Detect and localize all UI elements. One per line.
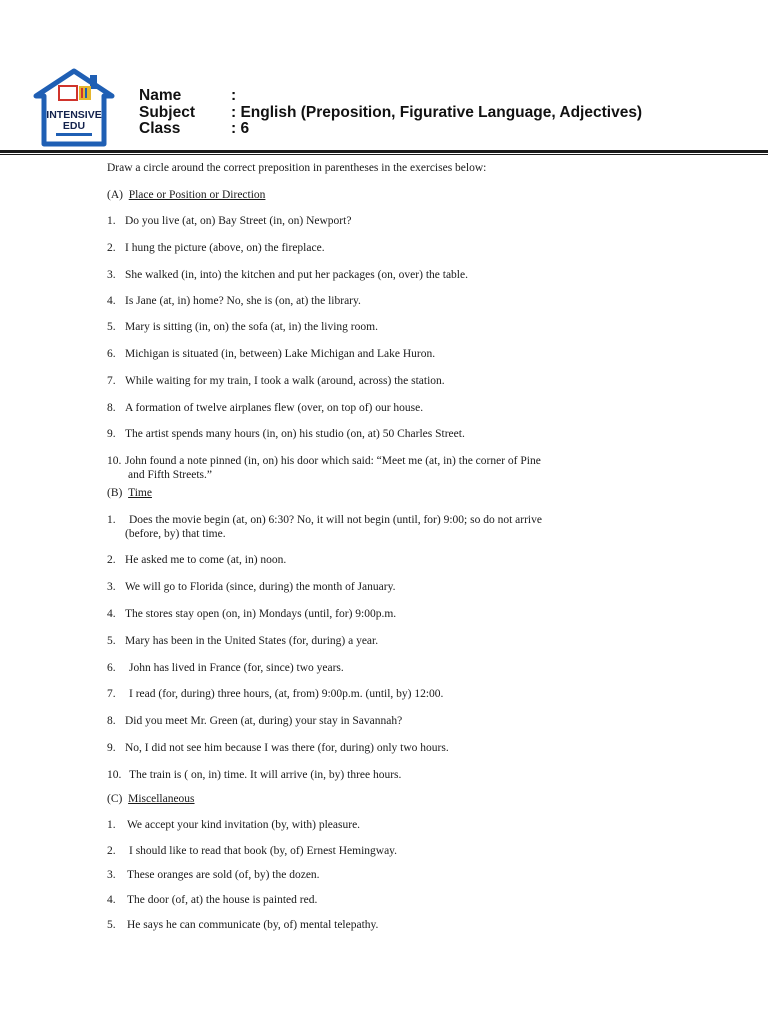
b-item-text: John has lived in France (for, since) two years.: [129, 662, 344, 674]
b-item-text: He asked me to come (at, in) noon.: [125, 554, 287, 566]
logo-chimney-icon: [90, 75, 97, 89]
a-item-text: Is Jane (at, in) home? No, she is (on, at) the library.: [125, 295, 361, 307]
a-item-number: 1.: [107, 215, 116, 227]
a-item-text: Do you live (at, on) Bay Street (in, on) Newport?: [125, 215, 352, 227]
b-item-text: No, I did not see him because I was there (for, during) only two hours.: [125, 742, 449, 754]
b-item-text: The train is ( on, in) time. It will arrive (in, by) three hours.: [129, 769, 402, 781]
logo-window-icon: [59, 86, 77, 100]
a-item-number: 5.: [107, 321, 116, 333]
section-b-title: Time: [128, 487, 152, 499]
subject-label: Subject: [139, 104, 195, 121]
a-item-number: 3.: [107, 269, 116, 281]
section-a-title: Place or Position or Direction: [128, 189, 266, 201]
b-item-text: Does the movie begin (at, on) 6:30? No, it will not begin (until, for) 9:00; so do not arrive: [129, 514, 542, 526]
section-c-title: Miscellaneous: [128, 793, 195, 805]
b-item-text: Mary has been in the United States (for, during) a year.: [125, 635, 379, 647]
b-item-number: 1.: [107, 514, 116, 526]
b-item-number: 3.: [107, 581, 116, 593]
b-item-number: 2.: [107, 554, 116, 566]
a-item-text: While waiting for my train, I took a walk (around, across) the station.: [125, 375, 445, 387]
a-item-text: Michigan is situated (in, between) Lake Michigan and Lake Huron.: [125, 348, 436, 360]
b-item-number: 10.: [107, 769, 122, 781]
instructions: Draw a circle around the correct preposition in parentheses in the exercises below:: [107, 162, 487, 174]
c-item-number: 4.: [107, 894, 116, 906]
a-item-number: 4.: [107, 295, 116, 307]
a-item-text: John found a note pinned (in, on) his door which said: “Meet me (at, in) the corner of Pine: [125, 455, 541, 467]
logo-brand-line2: EDU: [62, 120, 86, 132]
section-b-prefix: (B): [107, 487, 123, 499]
section-a-heading: [107, 189, 265, 201]
section-c-prefix: (C): [107, 793, 123, 805]
b-item-text: We will go to Florida (since, during) the month of January.: [125, 581, 396, 593]
c-item-text: The door (of, at) the house is painted red.: [127, 894, 318, 906]
name-label: Name: [139, 87, 182, 104]
c-item-number: 2.: [107, 845, 116, 857]
a-item-number: 8.: [107, 402, 116, 414]
b-item-text: I read (for, during) three hours, (at, from) 9:00p.m. (until, by) 12:00.: [129, 688, 444, 700]
section-a-prefix: (A): [107, 189, 123, 201]
header-divider-thick: [0, 150, 768, 153]
a-item-text: She walked (in, into) the kitchen and put her packages (on, over) the table.: [125, 269, 468, 281]
b-item-text: Did you meet Mr. Green (at, during) your stay in Savannah?: [125, 715, 403, 727]
a-item-text-cont: and Fifth Streets.”: [128, 469, 212, 481]
section-b-heading: [107, 487, 152, 499]
logo-brand-line1: INTENSIVE: [46, 109, 102, 121]
class-value: : 6: [231, 120, 250, 137]
header-divider-thin: [0, 154, 768, 155]
c-item-text: We accept your kind invitation (by, with) pleasure.: [127, 819, 361, 831]
c-item-text: These oranges are sold (of, by) the dozen.: [127, 869, 320, 881]
name-value: :: [231, 87, 237, 104]
section-c-heading: [107, 793, 195, 805]
a-item-number: 7.: [107, 375, 116, 387]
c-item-text: I should like to read that book (by, of) Ernest Hemingway.: [129, 845, 398, 857]
b-item-number: 4.: [107, 608, 116, 620]
c-item-number: 5.: [107, 919, 116, 931]
b-item-number: 7.: [107, 688, 116, 700]
c-item-text: He says he can communicate (by, of) mental telepathy.: [127, 919, 379, 931]
a-item-number: 2.: [107, 242, 116, 254]
a-item-number: 9.: [107, 428, 116, 440]
a-item-text: The artist spends many hours (in, on) his studio (on, at) 50 Charles Street.: [125, 428, 465, 440]
b-item-number: 9.: [107, 742, 116, 754]
a-item-text: Mary is sitting (in, on) the sofa (at, in) the living room.: [125, 321, 378, 333]
b-item-number: 5.: [107, 635, 116, 647]
subject-value: : English (Preposition, Figurative Language, Adjectives): [231, 104, 643, 121]
a-item-number: 10.: [107, 455, 122, 467]
class-label: Class: [139, 120, 181, 137]
a-item-text: I hung the picture (above, on) the fireplace.: [125, 242, 325, 254]
a-item-number: 6.: [107, 348, 116, 360]
c-item-number: 1.: [107, 819, 116, 831]
b-item-text-cont: (before, by) that time.: [125, 528, 226, 540]
c-item-number: 3.: [107, 869, 116, 881]
b-item-number: 8.: [107, 715, 116, 727]
b-item-number: 6.: [107, 662, 116, 674]
a-item-text: A formation of twelve airplanes flew (over, on top of) our house.: [125, 402, 424, 414]
intensive-edu-logo: [32, 68, 116, 150]
b-item-text: The stores stay open (on, in) Mondays (until, for) 9:00p.m.: [125, 608, 397, 620]
